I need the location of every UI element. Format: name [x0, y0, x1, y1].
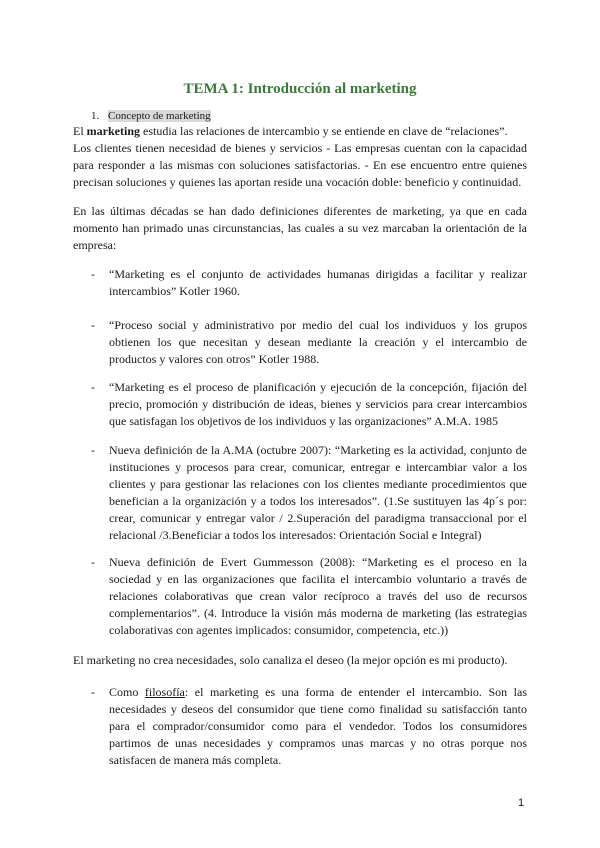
definition-text: Nueva definición de Evert Gummesson (2008): “Marketing es el proceso en la sociedad y en las organizaciones que facilita el intercambio voluntario a través de relaciones colaborativas que crean valor recíproco a través del uso de recursos complementarios”. (4. Introduce la visión más moderna de marketing (las estrategias colaborativas con agentes implicados: consumidor, competencia, etc.)) [109, 555, 527, 637]
section-heading-text: Concepto de marketing [108, 110, 211, 122]
bullet-dash: - [91, 443, 95, 457]
marketing-keyword: marketing [86, 124, 140, 138]
definition-item [91, 317, 527, 368]
intro-paragraph-3: En las últimas décadas se han dado definiciones diferentes de marketing, ya que en cada momento han primado unas circunstancias, las cuales a su vez marcaban la orientación de la empresa: [73, 204, 527, 252]
bullet-dash: - [91, 555, 95, 569]
section-number: 1. [91, 110, 100, 122]
page-number: 1 [518, 797, 525, 809]
definition-text: “Marketing es el conjunto de actividades humanas dirigidas a facilitar y realizar intercambios” Kotler 1960. [109, 267, 527, 298]
bullet-dash: - [91, 685, 95, 699]
bullet-dash: - [91, 318, 95, 332]
bullet-dash: - [91, 267, 95, 281]
philosophy-keyword: filosofía [144, 685, 185, 699]
definition-text: “Proceso social y administrativo por medio del cual los individuos y los grupos obtienen los que necesitan y desean mediante la creación y el intercambio de productos y valores con otros” Kotler 1988. [109, 318, 527, 366]
definition-item [91, 442, 527, 544]
definition-text: Nueva definición de la A.MA (octubre 2007): “Marketing es la actividad, conjunto de instituciones y procesos para crear, comunicar, entregar e intercambiar valor a los clientes y para gestionar las relaciones con los clientes mediante procedimientos que benefician a la organización y a todos los interesados”. (1.Se sustituyen las 4p´s por: crear, comunicar y entregar valor / 2.Superación del paradigma transaccional por el relacional /3.Beneficiar a todos los interesados: Orientación Social e Integral) [109, 443, 527, 542]
section-heading [91, 110, 211, 122]
definition-item [91, 379, 527, 430]
intro-paragraph-1: El marketing estudia las relaciones de intercambio y se entiende en clave de “relaciones”. [73, 124, 508, 138]
closing-paragraph: El marketing no crea necesidades, solo canaliza el deseo (la mejor opción es mi producto). [73, 653, 508, 667]
intro-block [73, 123, 527, 191]
definition-item [91, 554, 527, 639]
intro-paragraph-2: Los clientes tienen necesidad de bienes y servicios - Las empresas cuentan con la capacidad para responder a las mismas con soluciones satisfactorias. - En ese encuentro entre quienes precisan soluciones y quienes las aportan reside una vocación doble: beneficio y continuidad. [73, 141, 527, 189]
philosophy-item [91, 684, 527, 769]
definition-text: “Marketing es el proceso de planificación y ejecución de la concepción, fijación del precio, promoción y distribución de ideas, bienes y servicios para crear intercambios que satisfagan los objetivos de los individuos y las organizaciones” A.M.A. 1985 [109, 380, 527, 428]
bullet-dash: - [91, 380, 95, 394]
philosophy-text: Como filosofía: el marketing es una forma de entender el intercambio. Son las necesidades y deseos del consumidor que tiene como finalidad su satisfacción tanto para el comprador/consumidor como para el vendedor. Todos los consumidores partimos de unas necesidades y compramos unas marcas y no otras porque nos satisfacen de manera más completa. [109, 685, 527, 767]
definition-item [91, 266, 527, 300]
document-title: TEMA 1: Introducción al marketing [183, 81, 417, 97]
